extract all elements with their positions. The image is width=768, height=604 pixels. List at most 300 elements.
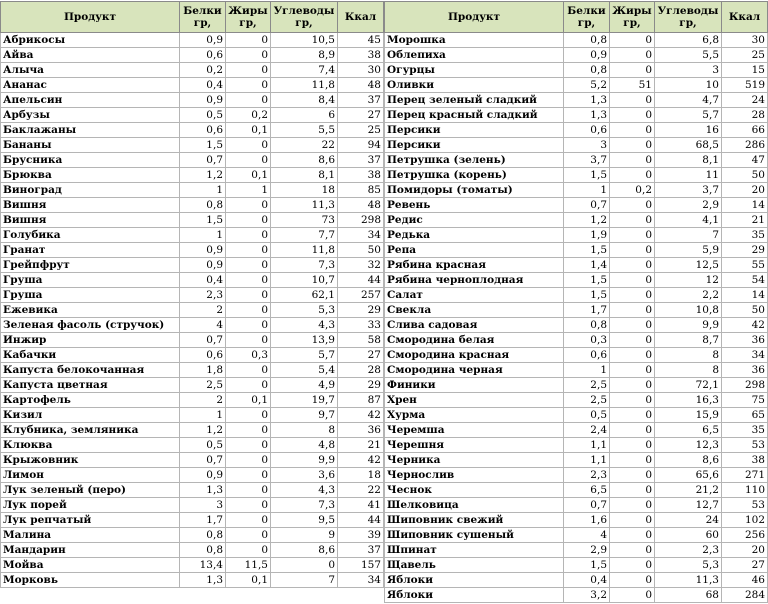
table-row — [385, 78, 768, 93]
product-name-cell: Гранат — [1, 243, 180, 258]
kcal-cell: 45 — [338, 33, 384, 48]
table-row — [1, 303, 384, 318]
protein-cell: 1,2 — [180, 423, 226, 438]
kcal-cell: 35 — [722, 423, 768, 438]
kcal-cell: 65 — [722, 408, 768, 423]
fat-cell: 0 — [226, 63, 271, 78]
fat-cell: 0 — [610, 408, 655, 423]
fat-cell: 0 — [226, 258, 271, 273]
kcal-cell: 284 — [722, 588, 768, 603]
product-name-cell: Смородина белая — [385, 333, 564, 348]
kcal-cell: 85 — [338, 183, 384, 198]
header-protein: Белки гр, — [564, 2, 610, 33]
table-row — [1, 198, 384, 213]
protein-cell: 0,8 — [564, 318, 610, 333]
fat-cell: 0 — [226, 228, 271, 243]
fat-cell: 0,3 — [226, 348, 271, 363]
fat-cell: 1 — [226, 183, 271, 198]
table-row — [385, 408, 768, 423]
protein-cell: 0,7 — [180, 453, 226, 468]
table-row — [385, 198, 768, 213]
carbs-cell: 21,2 — [655, 483, 722, 498]
fat-cell: 51 — [610, 78, 655, 93]
carbs-cell: 5,5 — [271, 123, 338, 138]
carbs-cell: 6 — [271, 108, 338, 123]
carbs-cell: 4,1 — [655, 213, 722, 228]
product-name-cell: Ревень — [385, 198, 564, 213]
fat-cell: 0 — [610, 48, 655, 63]
carbs-cell: 6,8 — [655, 33, 722, 48]
fat-cell: 0 — [226, 78, 271, 93]
carbs-cell: 8,7 — [655, 333, 722, 348]
carbs-cell: 7,4 — [271, 63, 338, 78]
fat-cell: 0,2 — [610, 183, 655, 198]
protein-cell: 1,3 — [564, 108, 610, 123]
fat-cell: 0 — [226, 378, 271, 393]
kcal-cell: 46 — [722, 573, 768, 588]
kcal-cell: 34 — [338, 228, 384, 243]
fat-cell: 0 — [610, 213, 655, 228]
carbs-cell: 5,3 — [271, 303, 338, 318]
kcal-cell: 37 — [338, 543, 384, 558]
kcal-cell: 44 — [338, 273, 384, 288]
product-name-cell: Репа — [385, 243, 564, 258]
carbs-cell: 3,7 — [655, 183, 722, 198]
fat-cell: 0,2 — [226, 108, 271, 123]
kcal-cell: 50 — [722, 303, 768, 318]
fat-cell: 0 — [610, 588, 655, 603]
header-protein: Белки гр, — [180, 2, 226, 33]
protein-cell: 3,2 — [564, 588, 610, 603]
protein-cell: 2 — [180, 393, 226, 408]
kcal-cell: 298 — [722, 378, 768, 393]
fat-cell: 0 — [226, 438, 271, 453]
kcal-cell: 48 — [338, 78, 384, 93]
protein-cell: 1,5 — [564, 288, 610, 303]
carbs-cell: 8,6 — [271, 543, 338, 558]
fat-cell: 0,1 — [226, 393, 271, 408]
product-name-cell: Помидоры (томаты) — [385, 183, 564, 198]
carbs-cell: 0 — [271, 558, 338, 573]
product-name-cell: Груша — [1, 273, 180, 288]
fat-cell: 0 — [610, 528, 655, 543]
protein-cell: 0,9 — [564, 48, 610, 63]
product-name-cell: Финики — [385, 378, 564, 393]
carbs-cell: 4,7 — [655, 93, 722, 108]
product-name-cell: Перец зеленый сладкий — [385, 93, 564, 108]
fat-cell: 0 — [226, 423, 271, 438]
table-body-right — [385, 33, 768, 603]
product-name-cell: Шиповник свежий — [385, 513, 564, 528]
carbs-cell: 15,9 — [655, 408, 722, 423]
product-name-cell: Мандарин — [1, 543, 180, 558]
fat-cell: 0 — [610, 108, 655, 123]
product-name-cell: Клубника, земляника — [1, 423, 180, 438]
fat-cell: 0 — [610, 228, 655, 243]
table-row — [1, 153, 384, 168]
protein-cell: 0,7 — [180, 153, 226, 168]
carbs-cell: 11,8 — [271, 243, 338, 258]
carbs-cell: 68 — [655, 588, 722, 603]
carbs-cell: 6,5 — [655, 423, 722, 438]
protein-cell: 0,9 — [180, 258, 226, 273]
table-body-left — [1, 33, 384, 588]
carbs-cell: 8 — [655, 363, 722, 378]
protein-cell: 1,3 — [564, 93, 610, 108]
kcal-cell: 66 — [722, 123, 768, 138]
protein-cell: 6,5 — [564, 483, 610, 498]
fat-cell: 0,1 — [226, 123, 271, 138]
table-row — [1, 498, 384, 513]
carbs-cell: 8,6 — [271, 153, 338, 168]
product-name-cell: Яблоки — [385, 588, 564, 603]
kcal-cell: 102 — [722, 513, 768, 528]
table-row — [385, 378, 768, 393]
table-row — [385, 168, 768, 183]
fat-cell: 0 — [610, 543, 655, 558]
product-name-cell: Редис — [385, 213, 564, 228]
fat-cell: 0 — [610, 168, 655, 183]
kcal-cell: 21 — [722, 213, 768, 228]
kcal-cell: 37 — [338, 153, 384, 168]
carbs-cell: 65,6 — [655, 468, 722, 483]
table-row — [1, 288, 384, 303]
fat-cell: 0 — [610, 558, 655, 573]
fat-cell: 0 — [610, 438, 655, 453]
protein-cell: 0,6 — [180, 123, 226, 138]
carbs-cell: 60 — [655, 528, 722, 543]
protein-cell: 2,5 — [564, 378, 610, 393]
product-name-cell: Алыча — [1, 63, 180, 78]
product-name-cell: Свекла — [385, 303, 564, 318]
kcal-cell: 94 — [338, 138, 384, 153]
fat-cell: 0 — [226, 153, 271, 168]
kcal-cell: 257 — [338, 288, 384, 303]
product-name-cell: Малина — [1, 528, 180, 543]
protein-cell: 1,5 — [180, 213, 226, 228]
fat-cell: 0,1 — [226, 573, 271, 588]
kcal-cell: 20 — [722, 183, 768, 198]
fat-cell: 0 — [610, 93, 655, 108]
table-header-row — [385, 2, 768, 33]
product-name-cell: Петрушка (корень) — [385, 168, 564, 183]
protein-cell: 0,8 — [180, 543, 226, 558]
header-fat: Жиры гр, — [610, 2, 655, 33]
kcal-cell: 55 — [722, 258, 768, 273]
table-row — [385, 423, 768, 438]
kcal-cell: 36 — [722, 363, 768, 378]
protein-cell: 1,7 — [180, 513, 226, 528]
carbs-cell: 4,3 — [271, 318, 338, 333]
carbs-cell: 5,9 — [655, 243, 722, 258]
fat-cell: 0 — [610, 258, 655, 273]
table-row — [1, 363, 384, 378]
carbs-cell: 16,3 — [655, 393, 722, 408]
protein-cell: 1,5 — [564, 168, 610, 183]
protein-cell: 0,8 — [564, 63, 610, 78]
fat-cell: 0 — [226, 528, 271, 543]
kcal-cell: 27 — [722, 558, 768, 573]
table-row — [1, 408, 384, 423]
table-row — [385, 573, 768, 588]
product-name-cell: Лимон — [1, 468, 180, 483]
table-row — [1, 423, 384, 438]
kcal-cell: 38 — [338, 48, 384, 63]
product-name-cell: Кабачки — [1, 348, 180, 363]
table-row — [1, 513, 384, 528]
table-row — [385, 243, 768, 258]
header-kcal: Ккал — [722, 2, 768, 33]
protein-cell: 2 — [180, 303, 226, 318]
kcal-cell: 38 — [722, 453, 768, 468]
table-row — [1, 393, 384, 408]
carbs-cell: 5,3 — [655, 558, 722, 573]
product-name-cell: Вишня — [1, 198, 180, 213]
kcal-cell: 34 — [722, 348, 768, 363]
product-name-cell: Слива садовая — [385, 318, 564, 333]
table-row — [1, 558, 384, 573]
product-name-cell: Салат — [385, 288, 564, 303]
carbs-cell: 5,7 — [655, 108, 722, 123]
carbs-cell: 16 — [655, 123, 722, 138]
product-name-cell: Смородина красная — [385, 348, 564, 363]
product-name-cell: Перец красный сладкий — [385, 108, 564, 123]
fat-cell: 11,5 — [226, 558, 271, 573]
carbs-cell: 8 — [271, 423, 338, 438]
table-row — [1, 228, 384, 243]
protein-cell: 0,9 — [180, 243, 226, 258]
product-name-cell: Черешня — [385, 438, 564, 453]
carbs-cell: 3 — [655, 63, 722, 78]
product-name-cell: Вишня — [1, 213, 180, 228]
table-row — [1, 333, 384, 348]
carbs-cell: 5,5 — [655, 48, 722, 63]
kcal-cell: 271 — [722, 468, 768, 483]
table-row — [1, 378, 384, 393]
table-row — [385, 438, 768, 453]
protein-cell: 2,5 — [180, 378, 226, 393]
table-row — [385, 48, 768, 63]
carbs-cell: 10 — [655, 78, 722, 93]
kcal-cell: 20 — [722, 543, 768, 558]
protein-cell: 1,8 — [180, 363, 226, 378]
protein-cell: 4 — [564, 528, 610, 543]
table-row — [1, 573, 384, 588]
product-name-cell: Инжир — [1, 333, 180, 348]
fat-cell: 0 — [610, 483, 655, 498]
protein-cell: 0,4 — [180, 273, 226, 288]
carbs-cell: 8,6 — [655, 453, 722, 468]
fat-cell: 0 — [610, 423, 655, 438]
protein-cell: 0,7 — [564, 498, 610, 513]
product-name-cell: Грейпфрут — [1, 258, 180, 273]
product-name-cell: Шпинат — [385, 543, 564, 558]
product-name-cell: Мойва — [1, 558, 180, 573]
product-name-cell: Чернослив — [385, 468, 564, 483]
table-row — [385, 153, 768, 168]
fat-cell: 0 — [610, 498, 655, 513]
fat-cell: 0 — [610, 138, 655, 153]
protein-cell: 1,3 — [180, 483, 226, 498]
protein-cell: 2,4 — [564, 423, 610, 438]
carbs-cell: 12,3 — [655, 438, 722, 453]
kcal-cell: 519 — [722, 78, 768, 93]
product-name-cell: Чеснок — [385, 483, 564, 498]
table-row — [1, 33, 384, 48]
carbs-cell: 7 — [655, 228, 722, 243]
fat-cell: 0 — [226, 543, 271, 558]
carbs-cell: 13,9 — [271, 333, 338, 348]
product-name-cell: Апельсин — [1, 93, 180, 108]
carbs-cell: 11,3 — [655, 573, 722, 588]
kcal-cell: 50 — [722, 168, 768, 183]
fat-cell: 0 — [226, 138, 271, 153]
carbs-cell: 2,2 — [655, 288, 722, 303]
table-row — [385, 93, 768, 108]
product-name-cell: Кизил — [1, 408, 180, 423]
fat-cell: 0 — [226, 198, 271, 213]
kcal-cell: 28 — [338, 363, 384, 378]
protein-cell: 0,5 — [564, 408, 610, 423]
table-row — [1, 93, 384, 108]
kcal-cell: 34 — [338, 573, 384, 588]
fat-cell: 0 — [610, 273, 655, 288]
fat-cell: 0 — [226, 303, 271, 318]
carbs-cell: 12 — [655, 273, 722, 288]
kcal-cell: 39 — [338, 528, 384, 543]
kcal-cell: 27 — [338, 108, 384, 123]
product-name-cell: Лук зеленый (перо) — [1, 483, 180, 498]
kcal-cell: 36 — [338, 423, 384, 438]
protein-cell: 2,9 — [564, 543, 610, 558]
kcal-cell: 50 — [338, 243, 384, 258]
product-name-cell: Крыжовник — [1, 453, 180, 468]
protein-cell: 1,3 — [180, 573, 226, 588]
product-name-cell: Облепиха — [385, 48, 564, 63]
carbs-cell: 2,3 — [655, 543, 722, 558]
protein-cell: 1 — [180, 408, 226, 423]
header-kcal: Ккал — [338, 2, 384, 33]
fat-cell: 0 — [610, 513, 655, 528]
protein-cell: 0,5 — [180, 438, 226, 453]
fat-cell: 0 — [226, 408, 271, 423]
protein-cell: 0,7 — [564, 198, 610, 213]
product-name-cell: Лук порей — [1, 498, 180, 513]
protein-cell: 1,5 — [564, 243, 610, 258]
table-row — [1, 63, 384, 78]
fat-cell: 0 — [226, 513, 271, 528]
table-row — [385, 528, 768, 543]
table-row — [385, 318, 768, 333]
kcal-cell: 42 — [338, 453, 384, 468]
product-name-cell: Морковь — [1, 573, 180, 588]
protein-cell: 1 — [180, 228, 226, 243]
product-name-cell: Абрикосы — [1, 33, 180, 48]
kcal-cell: 53 — [722, 438, 768, 453]
product-name-cell: Брюква — [1, 168, 180, 183]
kcal-cell: 58 — [338, 333, 384, 348]
kcal-cell: 256 — [722, 528, 768, 543]
product-name-cell: Картофель — [1, 393, 180, 408]
protein-cell: 1,5 — [180, 138, 226, 153]
table-row — [1, 528, 384, 543]
product-name-cell: Груша — [1, 288, 180, 303]
product-name-cell: Клюква — [1, 438, 180, 453]
protein-cell: 0,6 — [564, 123, 610, 138]
protein-cell: 3,7 — [564, 153, 610, 168]
protein-cell: 1 — [564, 363, 610, 378]
table-row — [1, 318, 384, 333]
carbs-cell: 73 — [271, 213, 338, 228]
table-row — [385, 483, 768, 498]
header-carbs: Углеводы гр, — [655, 2, 722, 33]
carbs-cell: 24 — [655, 513, 722, 528]
kcal-cell: 54 — [722, 273, 768, 288]
fat-cell: 0 — [610, 453, 655, 468]
table-row — [1, 273, 384, 288]
fat-cell: 0 — [610, 333, 655, 348]
kcal-cell: 29 — [722, 243, 768, 258]
product-name-cell: Хурма — [385, 408, 564, 423]
table-row — [385, 468, 768, 483]
protein-cell: 1,9 — [564, 228, 610, 243]
product-name-cell: Огурцы — [385, 63, 564, 78]
product-name-cell: Ананас — [1, 78, 180, 93]
table-row — [1, 123, 384, 138]
protein-cell: 0,8 — [180, 528, 226, 543]
kcal-cell: 33 — [338, 318, 384, 333]
product-name-cell: Хрен — [385, 393, 564, 408]
table-row — [1, 48, 384, 63]
table-row — [385, 273, 768, 288]
protein-cell: 5,2 — [564, 78, 610, 93]
fat-cell: 0 — [226, 453, 271, 468]
protein-cell: 0,6 — [564, 348, 610, 363]
product-name-cell: Персики — [385, 138, 564, 153]
protein-cell: 0,3 — [564, 333, 610, 348]
kcal-cell: 47 — [722, 153, 768, 168]
table-row — [385, 213, 768, 228]
product-name-cell: Шиповник сушеный — [385, 528, 564, 543]
fat-cell: 0 — [610, 573, 655, 588]
table-row — [1, 438, 384, 453]
fat-cell: 0 — [226, 288, 271, 303]
fat-cell: 0 — [226, 318, 271, 333]
fat-cell: 0 — [610, 153, 655, 168]
table-row — [1, 243, 384, 258]
carbs-cell: 9,7 — [271, 408, 338, 423]
protein-cell: 4 — [180, 318, 226, 333]
table-row — [385, 333, 768, 348]
fat-cell: 0 — [610, 348, 655, 363]
kcal-cell: 38 — [338, 168, 384, 183]
table-row — [1, 348, 384, 363]
nutrition-table-left — [0, 1, 384, 588]
product-name-cell: Рябина красная — [385, 258, 564, 273]
fat-cell: 0 — [226, 468, 271, 483]
fat-cell: 0 — [226, 333, 271, 348]
table-row — [385, 123, 768, 138]
carbs-cell: 5,4 — [271, 363, 338, 378]
protein-cell: 3 — [180, 498, 226, 513]
product-name-cell: Морошка — [385, 33, 564, 48]
product-name-cell: Капуста белокочанная — [1, 363, 180, 378]
protein-cell: 1,6 — [564, 513, 610, 528]
carbs-cell: 9 — [271, 528, 338, 543]
table-row — [385, 138, 768, 153]
product-name-cell: Голубика — [1, 228, 180, 243]
protein-cell: 1,1 — [564, 438, 610, 453]
